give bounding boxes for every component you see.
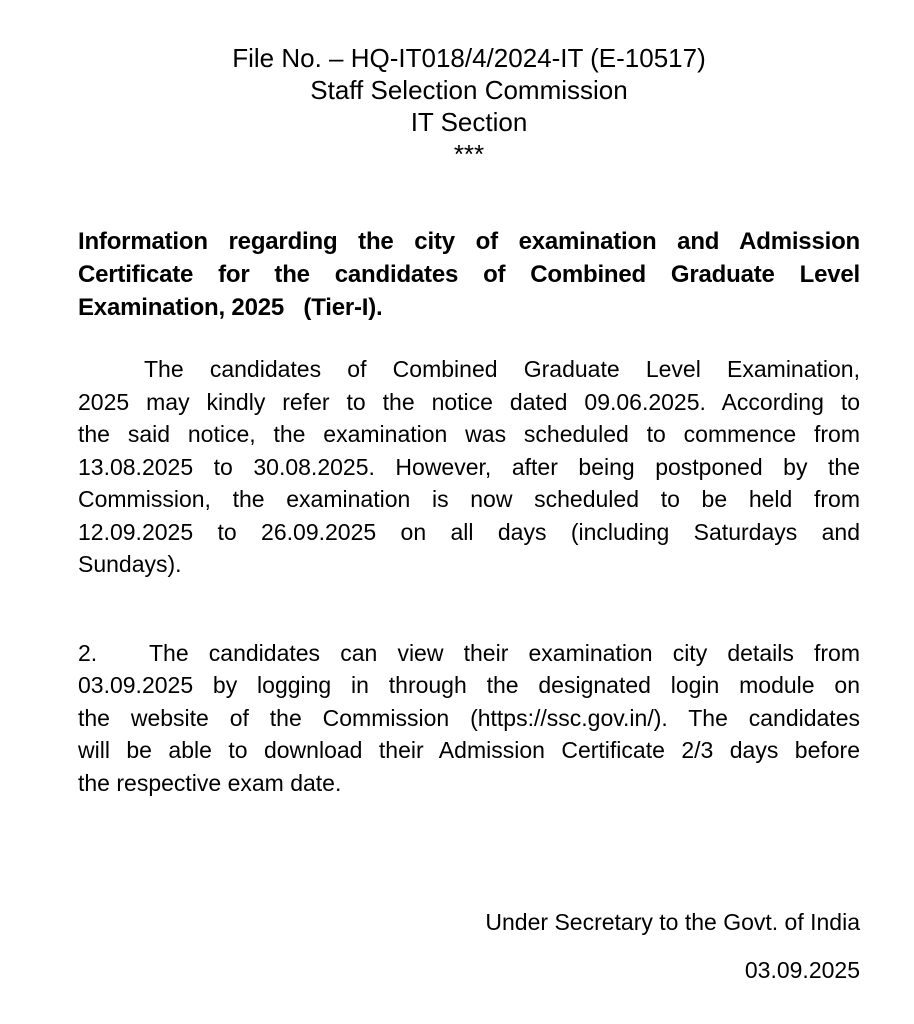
paragraph-line: will be able to download their Admission Certificate 2/3 days before	[78, 737, 860, 763]
paragraph-line: the respective exam date.	[78, 769, 342, 796]
header-line: ***	[453, 139, 485, 169]
document-column	[78, 42, 860, 987]
paragraph-line: the website of the Commission (https://ssc.gov.in/). The candidates	[78, 704, 860, 731]
paragraph-line	[78, 637, 860, 670]
paragraph-line: 12.09.2025 to 26.09.2025 on all days (including Saturdays and	[78, 518, 860, 545]
header-line: File No. – HQ-IT018/4/2024-IT (E-10517)	[232, 43, 706, 73]
signatory-designation: Under Secretary to the Govt. of India	[485, 909, 860, 935]
notice-title	[78, 225, 860, 324]
paragraph-line: The candidates of Combined Graduate Level Examination,	[144, 356, 860, 382]
paragraph-line: 2025 may kindly refer to the notice dated 09.06.2025. According to	[78, 388, 860, 415]
paragraph-line: Sundays).	[78, 551, 182, 577]
signature-date: 03.09.2025	[744, 957, 860, 983]
title-line: Information regarding the city of examination and Admission	[78, 228, 860, 255]
document-header	[78, 42, 860, 170]
paragraph-line: 13.08.2025 to 30.08.2025. However, after being postponed by the	[78, 453, 860, 480]
paragraph-line: the said notice, the examination was scheduled to commence from	[78, 421, 860, 447]
paragraph-line: Commission, the examination is now scheduled to be held from	[78, 486, 860, 512]
paragraph-2-continuation	[78, 669, 860, 799]
paragraph-line: 03.09.2025 by logging in through the designated login module on	[78, 672, 860, 698]
title-line: Certificate for the candidates of Combined Graduate Level	[78, 261, 860, 288]
signature-block	[78, 906, 860, 987]
header-line: IT Section	[410, 107, 528, 137]
paragraph-1	[78, 353, 860, 581]
title-line: Examination, 2025 (Tier-I).	[78, 294, 383, 321]
paragraph-number: 2.	[78, 639, 98, 666]
paragraph-2	[78, 637, 860, 800]
paragraph-line-text: The candidates can view their examination city details from	[149, 639, 860, 666]
header-line: Staff Selection Commission	[310, 75, 628, 105]
